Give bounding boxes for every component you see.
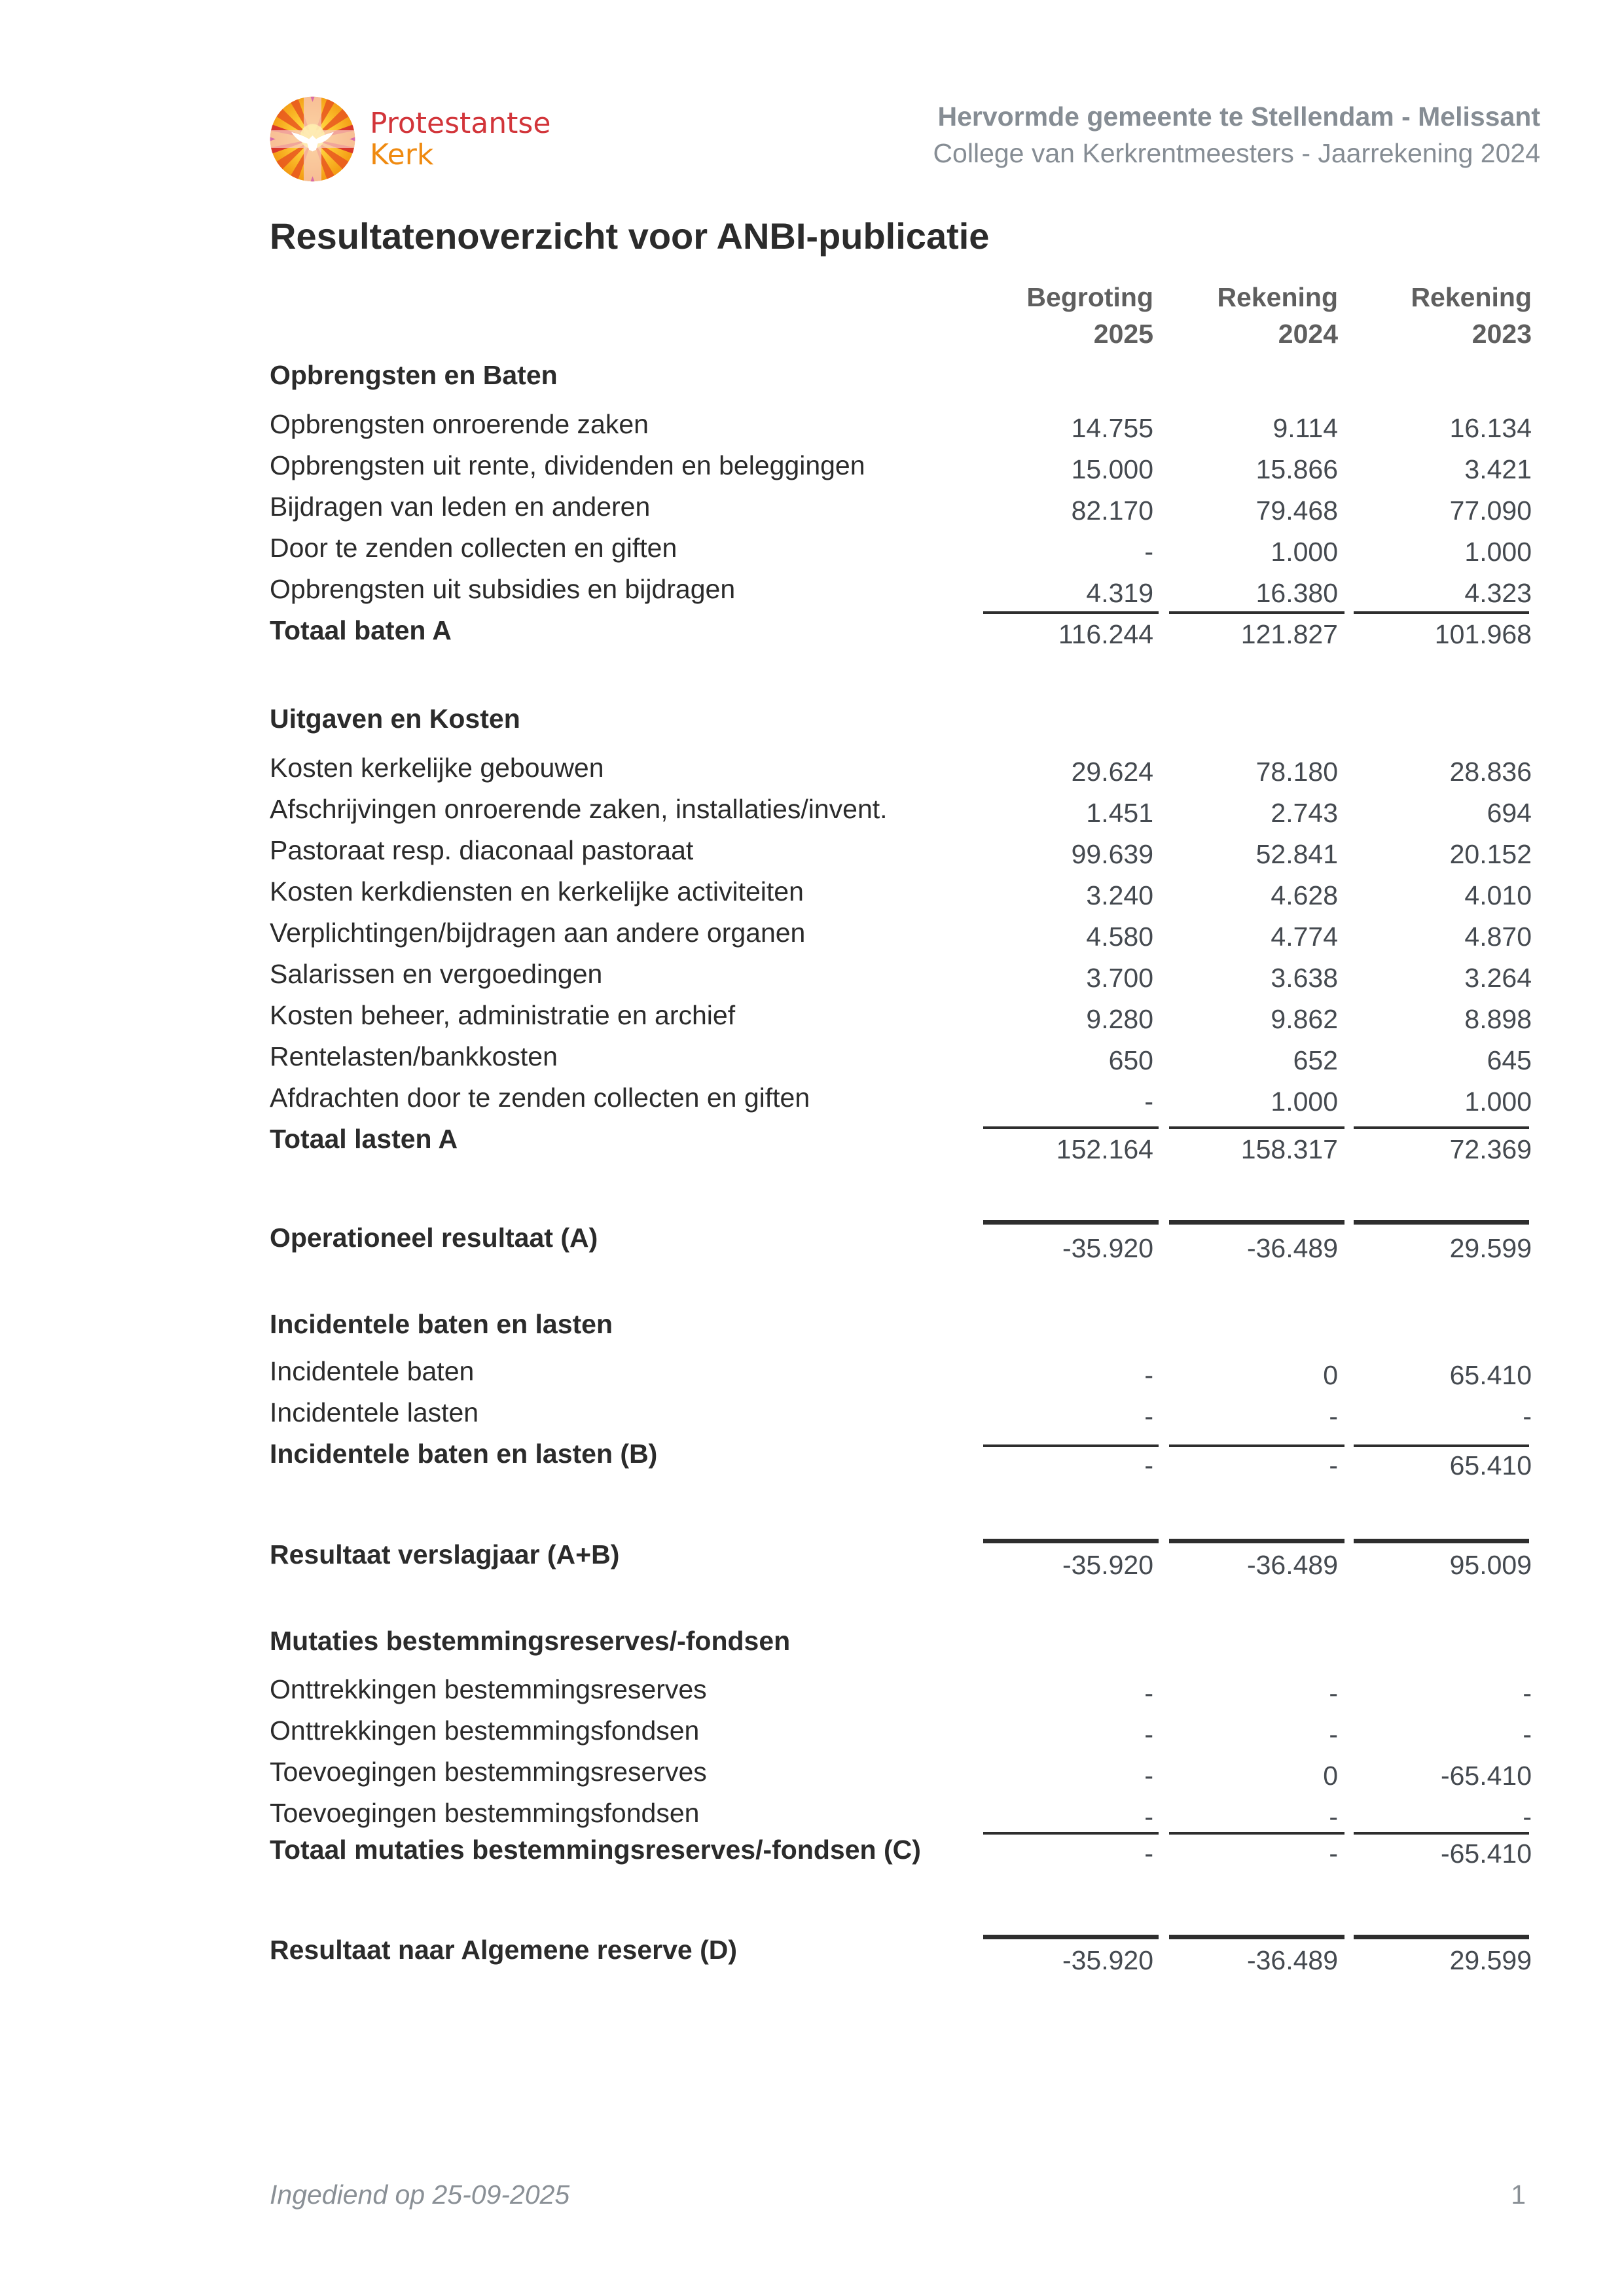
value-rekening-2023: -65.410 <box>1440 1839 1532 1869</box>
value-begroting-2025: 152.164 <box>1056 1134 1153 1164</box>
value-rekening-2023: -65.410 <box>1440 1761 1532 1791</box>
row-label: Resultaat verslagjaar (A+B) <box>270 1539 620 1570</box>
value-rekening-2023: 95.009 <box>1449 1550 1532 1580</box>
value-begroting-2025: - <box>1144 1450 1153 1480</box>
value-begroting-2025: 9.280 <box>1086 1004 1153 1034</box>
table-row <box>270 574 1533 615</box>
column-header-line2: 2023 <box>1471 319 1532 349</box>
value-rekening-2024: 9.114 <box>1272 413 1338 443</box>
submission-date: Ingediend op 25-09-2025 <box>270 2179 570 2210</box>
value-rekening-2024: 4.774 <box>1271 922 1338 952</box>
row-label: Incidentele baten en lasten (B) <box>270 1439 658 1469</box>
table-row <box>270 492 1533 532</box>
logo-text-protestantse: Protestantse <box>370 106 551 140</box>
value-begroting-2025: 3.700 <box>1086 963 1153 993</box>
value-rekening-2023: 1.000 <box>1464 537 1532 567</box>
value-rekening-2023: 694 <box>1487 798 1532 828</box>
value-rekening-2023: 8.898 <box>1464 1004 1532 1034</box>
value-rekening-2023: 65.410 <box>1449 1450 1532 1480</box>
value-rekening-2024: 158.317 <box>1240 1134 1338 1164</box>
table-row <box>270 409 1533 450</box>
total-row-incidenteel <box>270 1439 1533 1479</box>
row-label: Incidentele lasten <box>270 1397 479 1427</box>
table-row <box>270 794 1533 834</box>
value-rekening-2023: 72.369 <box>1449 1134 1532 1164</box>
value-begroting-2025: 15.000 <box>1071 454 1153 484</box>
value-rekening-2024: - <box>1329 1719 1338 1749</box>
value-begroting-2025: -35.920 <box>1062 1233 1153 1263</box>
row-label: Incidentele baten <box>270 1356 475 1386</box>
total-row-mutaties <box>270 1835 1533 1875</box>
result-row-algemene-reserve <box>270 1929 1533 1975</box>
row-label: Operationeel resultaat (A) <box>270 1223 598 1253</box>
row-label: Afschrijvingen onroerende zaken, installaties/invent. <box>270 794 888 824</box>
logo-text-kerk: Kerk <box>370 137 434 171</box>
total-row-lasten <box>270 1124 1533 1164</box>
value-begroting-2025: 3.240 <box>1086 880 1153 910</box>
row-label: Kosten beheer, administratie en archief <box>270 1000 736 1030</box>
value-begroting-2025: -35.920 <box>1062 1550 1153 1580</box>
column-header-rekening-2023 <box>1362 279 1532 352</box>
value-begroting-2025: 29.624 <box>1071 757 1153 787</box>
organization-name: Hervormde gemeente te Stellendam - Melissant <box>937 101 1540 132</box>
value-rekening-2024: 79.468 <box>1255 495 1338 526</box>
value-begroting-2025: - <box>1144 1839 1153 1869</box>
table-row <box>270 1715 1533 1756</box>
value-begroting-2025: 14.755 <box>1071 413 1153 443</box>
subtotal-rule <box>1354 611 1529 614</box>
row-label: Verplichtingen/bijdragen aan andere organen <box>270 918 806 948</box>
row-label: Kosten kerkelijke gebouwen <box>270 753 604 783</box>
value-rekening-2024: 4.628 <box>1271 880 1338 910</box>
section-heading-uitgaven <box>270 704 1533 744</box>
value-rekening-2023: 65.410 <box>1449 1360 1532 1390</box>
section-heading-incidenteel <box>270 1309 1533 1350</box>
value-rekening-2024: 652 <box>1293 1045 1338 1075</box>
value-rekening-2023: 16.134 <box>1449 413 1532 443</box>
protestantse-kerk-emblem-icon <box>268 95 357 183</box>
value-rekening-2024: - <box>1329 1401 1338 1431</box>
column-header-begroting-2025 <box>983 279 1153 352</box>
row-label: Rentelasten/bankkosten <box>270 1041 558 1071</box>
value-rekening-2024: - <box>1329 1678 1338 1708</box>
logo <box>268 95 550 183</box>
result-row-verslagjaar <box>270 1534 1533 1580</box>
row-label: Afdrachten door te zenden collecten en giften <box>270 1083 810 1113</box>
row-label: Onttrekkingen bestemmingsfondsen <box>270 1715 700 1746</box>
table-row <box>270 835 1533 876</box>
value-begroting-2025: - <box>1144 1678 1153 1708</box>
section-heading-label: Uitgaven en Kosten <box>270 704 520 734</box>
column-header-rekening-2024 <box>1168 279 1338 352</box>
row-label: Door te zenden collecten en giften <box>270 533 677 563</box>
value-begroting-2025: -35.920 <box>1062 1945 1153 1975</box>
row-label: Toevoegingen bestemmingsfondsen <box>270 1798 700 1828</box>
row-label: Bijdragen van leden en anderen <box>270 492 651 522</box>
value-rekening-2023: 1.000 <box>1464 1086 1532 1117</box>
value-rekening-2024: -36.489 <box>1246 1550 1338 1580</box>
value-rekening-2024: 2.743 <box>1271 798 1338 828</box>
value-rekening-2024: 16.380 <box>1255 578 1338 608</box>
value-rekening-2023: 20.152 <box>1449 839 1532 869</box>
section-heading-mutaties <box>270 1626 1533 1666</box>
document-subtitle: College van Kerkrentmeesters - Jaarrekening 2024 <box>933 138 1540 168</box>
table-row <box>270 450 1533 491</box>
value-rekening-2024: 121.827 <box>1240 619 1338 649</box>
value-begroting-2025: - <box>1144 1401 1153 1431</box>
value-begroting-2025: 116.244 <box>1058 619 1153 649</box>
value-rekening-2023: - <box>1523 1802 1532 1832</box>
table-row <box>270 1083 1533 1123</box>
row-label: Toevoegingen bestemmingsreserves <box>270 1757 707 1787</box>
value-rekening-2024: 52.841 <box>1255 839 1338 869</box>
value-rekening-2023: 101.968 <box>1434 619 1532 649</box>
value-begroting-2025: - <box>1144 1761 1153 1791</box>
table-row <box>270 1674 1533 1715</box>
value-rekening-2023: 3.264 <box>1464 963 1532 993</box>
row-label: Resultaat naar Algemene reserve (D) <box>270 1935 737 1965</box>
value-rekening-2023: 645 <box>1487 1045 1532 1075</box>
value-rekening-2023: 77.090 <box>1449 495 1532 526</box>
row-label: Pastoraat resp. diaconaal pastoraat <box>270 835 694 865</box>
value-rekening-2023: - <box>1523 1719 1532 1749</box>
row-label: Salarissen en vergoedingen <box>270 959 603 989</box>
value-rekening-2024: 1.000 <box>1271 1086 1338 1117</box>
value-rekening-2023: 4.870 <box>1464 922 1532 952</box>
value-rekening-2024: 0 <box>1323 1360 1338 1390</box>
value-rekening-2024: - <box>1329 1450 1338 1480</box>
result-row-operationeel <box>270 1217 1533 1263</box>
row-label: Onttrekkingen bestemmingsreserves <box>270 1674 707 1704</box>
value-rekening-2024: 15.866 <box>1255 454 1338 484</box>
value-rekening-2023: - <box>1523 1678 1532 1708</box>
value-begroting-2025: 4.319 <box>1086 578 1153 608</box>
value-rekening-2024: 9.862 <box>1271 1004 1338 1034</box>
column-header-line2: 2024 <box>1278 319 1338 349</box>
row-label: Totaal lasten A <box>270 1124 458 1154</box>
section-heading-label: Mutaties bestemmingsreserves/-fondsen <box>270 1626 791 1656</box>
value-rekening-2024: 1.000 <box>1271 537 1338 567</box>
value-begroting-2025: - <box>1144 537 1153 567</box>
column-header-line2: 2025 <box>1093 319 1153 349</box>
row-label: Opbrengsten uit subsidies en bijdragen <box>270 574 736 604</box>
page-title: Resultatenoverzicht voor ANBI-publicatie <box>270 215 990 257</box>
value-rekening-2023: 29.599 <box>1449 1945 1532 1975</box>
table-row <box>270 876 1533 917</box>
table-row <box>270 959 1533 999</box>
subtotal-rule <box>983 611 1159 614</box>
value-rekening-2024: - <box>1329 1839 1338 1869</box>
value-rekening-2023: - <box>1523 1401 1532 1431</box>
table-row <box>270 753 1533 793</box>
section-heading-label: Opbrengsten en Baten <box>270 360 558 390</box>
value-rekening-2024: 3.638 <box>1271 963 1338 993</box>
value-begroting-2025: 1.451 <box>1086 798 1153 828</box>
row-label: Kosten kerkdiensten en kerkelijke activiteiten <box>270 876 804 906</box>
column-header-line1: Rekening <box>1217 282 1338 312</box>
value-rekening-2023: 3.421 <box>1464 454 1532 484</box>
table-row <box>270 1397 1533 1438</box>
table-row <box>270 1356 1533 1397</box>
table-row <box>270 1041 1533 1082</box>
value-begroting-2025: - <box>1144 1802 1153 1832</box>
value-rekening-2023: 4.010 <box>1464 880 1532 910</box>
value-begroting-2025: - <box>1144 1360 1153 1390</box>
page-number: 1 <box>1511 2179 1526 2210</box>
section-heading-label: Incidentele baten en lasten <box>270 1309 613 1339</box>
value-rekening-2024: -36.489 <box>1246 1233 1338 1263</box>
column-header-line1: Rekening <box>1411 282 1532 312</box>
row-label: Opbrengsten onroerende zaken <box>270 409 649 439</box>
table-row <box>270 1000 1533 1041</box>
table-row <box>270 533 1533 573</box>
row-label: Totaal baten A <box>270 615 452 645</box>
value-begroting-2025: - <box>1144 1086 1153 1117</box>
value-rekening-2023: 28.836 <box>1449 757 1532 787</box>
table-row <box>270 1757 1533 1797</box>
row-label: Opbrengsten uit rente, dividenden en beleggingen <box>270 450 865 480</box>
value-begroting-2025: 82.170 <box>1071 495 1153 526</box>
value-rekening-2024: 0 <box>1323 1761 1338 1791</box>
subtotal-rule <box>1169 611 1344 614</box>
table-row <box>270 918 1533 958</box>
value-begroting-2025: 4.580 <box>1086 922 1153 952</box>
total-row-baten <box>270 615 1533 656</box>
row-label: Totaal mutaties bestemmingsreserves/-fondsen (C) <box>270 1835 921 1865</box>
value-begroting-2025: 650 <box>1108 1045 1153 1075</box>
value-begroting-2025: - <box>1144 1719 1153 1749</box>
value-begroting-2025: 99.639 <box>1071 839 1153 869</box>
value-rekening-2024: 78.180 <box>1255 757 1338 787</box>
value-rekening-2024: - <box>1329 1802 1338 1832</box>
value-rekening-2023: 4.323 <box>1464 578 1532 608</box>
column-header-line1: Begroting <box>1026 282 1153 312</box>
value-rekening-2024: -36.489 <box>1246 1945 1338 1975</box>
document-header <box>933 98 1540 171</box>
section-heading-opbrengsten <box>270 360 1533 401</box>
value-rekening-2023: 29.599 <box>1449 1233 1532 1263</box>
